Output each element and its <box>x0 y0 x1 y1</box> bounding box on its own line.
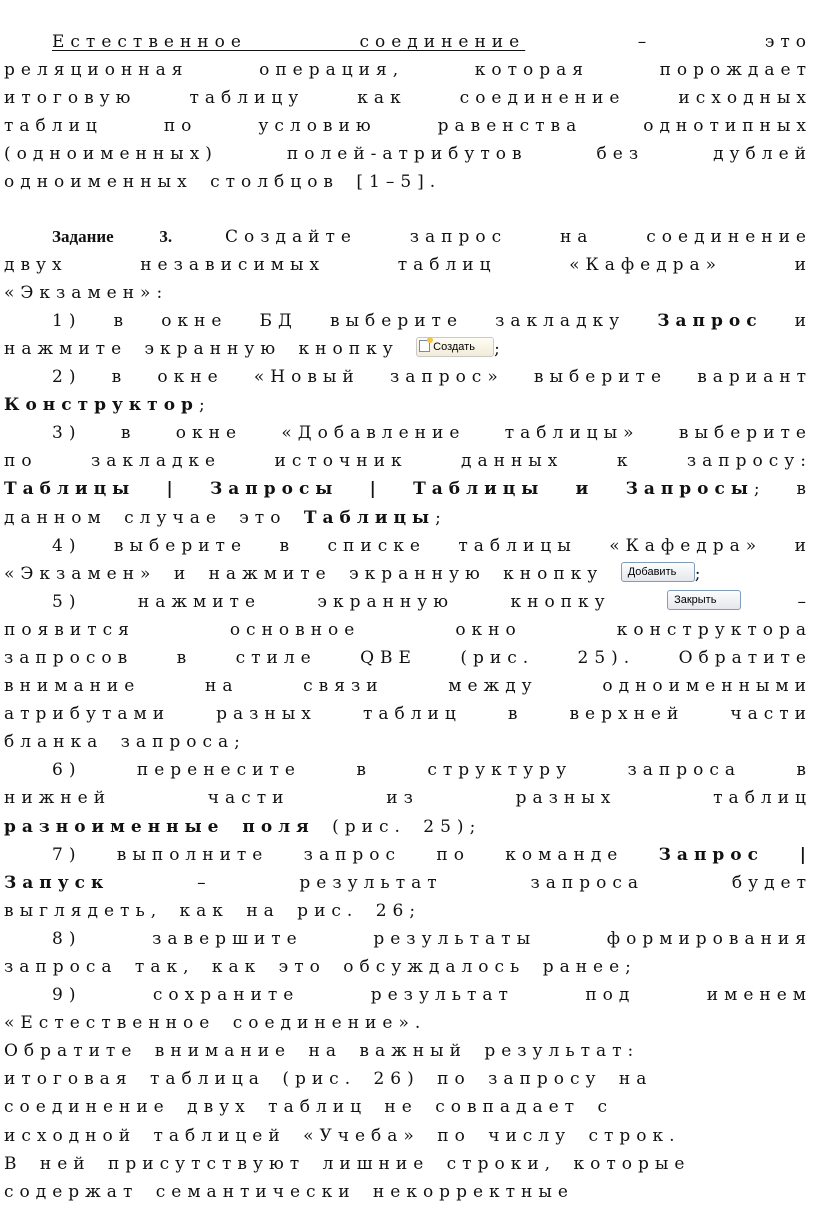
line-3: итоговую таблицу как соединение исходных <box>4 88 812 109</box>
line-28: разноименные поля (рис. 25); <box>4 816 482 837</box>
line-17: данном случае это Таблицы; <box>4 507 447 528</box>
new-document-icon <box>419 340 430 352</box>
line-41: содержат семантически некорректные <box>4 1181 574 1202</box>
document-page <box>4 28 812 1206</box>
line-4: таблиц по условию равенства однотипных <box>4 116 812 137</box>
close-button[interactable]: Закрыть <box>667 590 741 610</box>
line-9: «Экзамен»: <box>4 282 169 303</box>
line-33: запроса так, как это обсуждалось ранее; <box>4 957 637 977</box>
add-button[interactable]: Добавить <box>621 562 695 582</box>
line-11: нажмите экранную кнопку Создать ; <box>4 338 506 359</box>
line-27: нижней части из разных таблиц <box>4 788 812 809</box>
line-19: «Экзамен» и нажмите экранную кнопку Добавить ; <box>4 563 707 584</box>
line-20: 5) нажмите экранную кнопку Закрыть – <box>52 591 813 612</box>
line-36: Обратите внимание на важный результат: <box>4 1041 640 1062</box>
line-32: 8) завершите результаты формирования <box>52 928 812 949</box>
line-26: 6) перенесите в структуру запроса в <box>52 760 812 781</box>
line-30: Запуск – результат запроса будет <box>4 872 812 893</box>
line-35: «Естественное соединение». <box>4 1013 427 1034</box>
paragraph-gap <box>4 197 812 223</box>
line-24: атрибутами разных таблиц в верхней части <box>4 704 812 725</box>
line-7: Задание 3. Создайте запрос на соединение <box>52 226 812 247</box>
line-2: реляционная операция, которая порождает <box>4 60 812 81</box>
line-37: итоговая таблица (рис. 26) по запросу на <box>4 1069 653 1090</box>
line-34: 9) сохраните результат под именем <box>52 985 812 1006</box>
term-natural-join: Естественное соединение <box>52 32 526 52</box>
line-15: по закладке источник данных к запросу: <box>4 451 812 472</box>
line-18: 4) выберите в списке таблицы «Кафедра» и <box>52 535 812 556</box>
line-40: В ней присутствуют лишние строки, которые <box>4 1153 691 1174</box>
line-31: выглядеть, как на рис. 26; <box>4 900 422 921</box>
line-10: 1) в окне БД выберите закладку Запрос и <box>52 310 812 331</box>
line-6: одноименных столбцов [1–5]. <box>4 172 442 193</box>
create-button[interactable]: Создать <box>416 337 494 357</box>
line-5: (одноименных) полей-атрибутов без дублей <box>4 144 812 165</box>
line-13: Конструктор; <box>4 395 211 416</box>
line-1: Естественное соединение – это <box>52 32 812 52</box>
line-22: запросов в стиле QBE (рис. 25). Обратите <box>4 647 812 668</box>
line-38: соединение двух таблиц не совпадает с <box>4 1097 613 1118</box>
line-8: двух независимых таблиц «Кафедра» и <box>4 254 812 275</box>
line-12: 2) в окне «Новый запрос» выберите вариант <box>52 367 812 388</box>
line-23: внимание на связи между одноименными <box>4 676 812 697</box>
line-39: исходной таблицей «Учеба» по числу строк. <box>4 1125 681 1146</box>
line-14: 3) в окне «Добавление таблицы» выберите <box>52 423 812 444</box>
line-29: 7) выполните запрос по команде Запрос | <box>52 844 812 865</box>
task-label: Задание 3. <box>52 226 173 246</box>
line-21: появится основное окно конструктора <box>4 619 812 640</box>
line-25: бланка запроса; <box>4 732 246 753</box>
line-16: Таблицы | Запросы | Таблицы и Запросы; в <box>4 479 812 500</box>
